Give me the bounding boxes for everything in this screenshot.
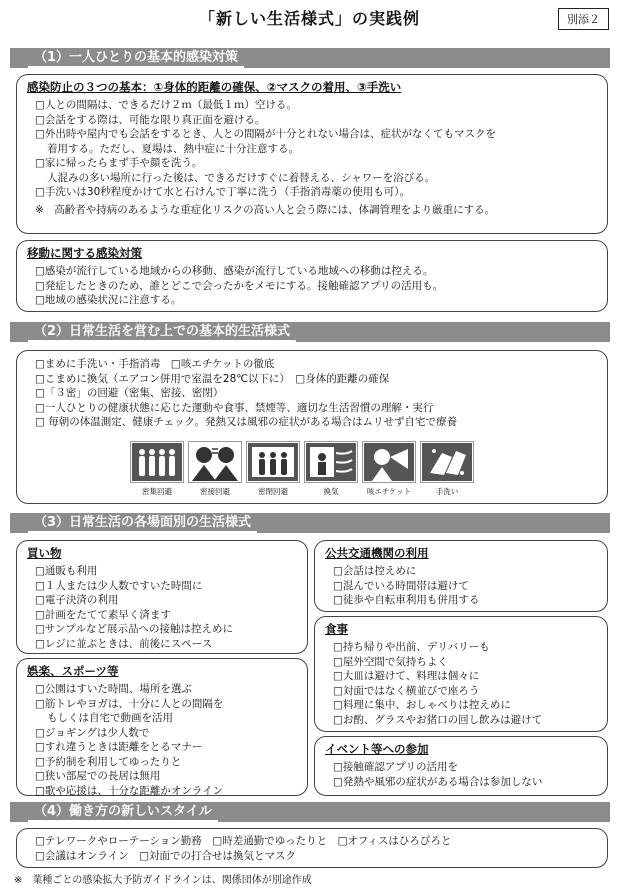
list-item: □こまめに換気（エアコン併用で室温を28℃以下に） □身体的距離の確保 <box>35 372 390 385</box>
pictogram-caption: 手洗い <box>435 487 459 496</box>
list-item: □サンプルなど展示品への接触は控えめに <box>35 623 233 635</box>
list-item: □筋トレやヨガは、十分に人との間隔を <box>35 697 224 710</box>
list-item: □通販も利用 <box>35 565 98 577</box>
list-item: □「３密」の回避（密集、密接、密閉） <box>35 387 224 399</box>
list-item: □持ち帰りや出前、デリバリーも <box>333 641 490 653</box>
pictogram-caption: 密接回避 <box>200 487 230 496</box>
basic-measures-heading: 感染防止の３つの基本：①身体的距離の確保、②マスクの着用、③手洗い <box>27 80 402 94</box>
transit-box <box>314 540 608 612</box>
footer-note: ※ 業種ごとの感染拡大予防ガイドラインは、関係団体が別途作成 <box>14 875 312 886</box>
events-box <box>314 736 608 796</box>
list-item: □１人または少人数ですいた時間に <box>35 579 203 592</box>
meals-heading: 食事 <box>325 622 348 636</box>
page-title: 「新しい生活様式」の実践例 <box>198 9 420 28</box>
list-item: □会議はオンライン □対面での打合せは換気とマスク <box>35 849 297 862</box>
movement-measures-box <box>16 240 608 312</box>
list-item: もしくは自宅で動画を活用 <box>47 712 173 724</box>
ventilation-icon <box>304 441 358 483</box>
list-item: □混んでいる時間帯は避けて <box>333 579 469 592</box>
list-item: □会話は控えめに <box>333 565 417 577</box>
handwashing-icon <box>420 441 474 483</box>
pictogram-closed-space <box>246 441 300 497</box>
events-heading: イベント等への参加 <box>325 742 429 756</box>
shopping-heading: 買い物 <box>27 546 62 560</box>
list-item: 着用する。ただし、夏場は、熱中症に十分注意する。 <box>47 142 299 155</box>
attachment-label: 別添２ <box>558 8 609 30</box>
list-item: □会話をする際は、可能な限り真正面を避ける。 <box>35 113 266 126</box>
section-3-title: （3）日常生活の各場面別の生活様式 <box>28 513 257 533</box>
list-item: 人混みの多い場所に行った後は、できるだけすぐに着替える、シャワーを浴びる。 <box>47 171 436 184</box>
work-style-box <box>16 828 608 868</box>
leisure-box <box>16 658 308 796</box>
list-item: □公園はすいた時間、場所を選ぶ <box>35 683 192 695</box>
section-4-title: （4）働き方の新しいスタイル <box>28 802 218 822</box>
list-item: □まめに手洗い・手指消毒 □咳エチケットの徹底 <box>35 358 275 370</box>
list-item: □大皿は避けて、料理は個々に <box>333 670 480 682</box>
pictogram-caption: 咳エチケット <box>366 487 412 496</box>
list-item: □接触確認アプリの活用を <box>333 761 459 773</box>
cough-etiquette-icon <box>362 441 416 483</box>
meals-box <box>314 616 608 732</box>
note-text: ※ 高齢者や持病のあるような重症化リスクの高い人と会う際には、体調管理をより厳重にする。 <box>35 203 496 216</box>
list-item: □対面ではなく横並びで座ろう <box>333 684 480 697</box>
list-item: □予約制を利用してゆったりと <box>35 755 182 768</box>
list-item: □徒歩や自転車利用も併用する <box>333 594 480 606</box>
basic-measures-box <box>16 74 608 234</box>
section-1-bar <box>10 48 610 68</box>
list-item: □計画をたてて素早く済ます <box>35 608 171 621</box>
list-item: □料理に集中、おしゃべりは控えめに <box>333 699 511 711</box>
list-item: □レジに並ぶときは、前後にスペース <box>35 637 213 650</box>
list-item: □歌や応援は、十分な距離かオンライン <box>35 784 224 797</box>
list-item: □外出時や屋内でも会話をするとき、人との間隔が十分とれない場合は、症状がなくてもマスクを <box>35 128 496 140</box>
pictogram-ventilation <box>304 441 358 497</box>
pictogram-caption: 密集回避 <box>142 487 172 496</box>
list-item: □すれ違うときは距離をとるマナー <box>35 741 203 753</box>
movement-measures-heading: 移動に関する感染対策 <box>27 246 142 260</box>
list-item: □家に帰ったらまず手や顔を洗う。 <box>35 157 203 169</box>
list-item: □感染が流行している地域からの移動、感染が流行している地域への移動は控える。 <box>35 265 434 277</box>
list-item: □お酌、グラスやお猪口の回し飲みは避けて <box>333 713 543 726</box>
list-item: □人との間隔は、できるだけ２ｍ（最低１ｍ）空ける。 <box>35 99 297 111</box>
list-item: □ジョギングは少人数で <box>35 726 150 739</box>
list-item: □発熱や風邪の症状がある場合は参加しない <box>333 775 543 788</box>
transit-heading: 公共交通機関の利用 <box>325 546 429 560</box>
pictogram-crowd <box>130 441 184 497</box>
pictogram-close-contact <box>188 441 242 497</box>
crowd-icon <box>130 441 184 483</box>
pictogram-caption: 密閉回避 <box>258 487 288 496</box>
section-2-title: （2）日常生活を営む上での基本的生活様式 <box>28 322 296 342</box>
pictogram-row <box>130 441 474 497</box>
section-3-bar <box>10 513 610 533</box>
leisure-heading: 娯楽、スポーツ等 <box>27 664 119 678</box>
list-item: □電子決済の利用 <box>35 594 119 606</box>
list-item: □屋外空間で気持ちよく <box>333 655 448 668</box>
list-item: □狭い部屋での長居は無用 <box>35 770 161 782</box>
close-contact-icon <box>188 441 242 483</box>
closed-space-icon <box>246 441 300 483</box>
shopping-box <box>16 540 308 654</box>
pictogram-cough-etiquette <box>362 441 416 497</box>
list-item: □ 毎朝の体温測定、健康チェック。発熱又は風邪の症状がある場合はムリせず自宅で療養 <box>35 416 458 428</box>
list-item: □テレワークやローテーション勤務 □時差通勤でゆったりと □オフィスはひろびろと <box>35 835 452 847</box>
section-2-bar <box>10 322 610 342</box>
pictogram-handwashing <box>420 441 474 497</box>
list-item: □一人ひとりの健康状態に応じた運動や食事、禁煙等、適切な生活習慣の理解・実行 <box>35 401 434 414</box>
pictogram-caption: 換気 <box>323 487 339 496</box>
section-1-title: （1）一人ひとりの基本的感染対策 <box>28 48 244 68</box>
list-item: □地域の感染状況に注意する。 <box>35 294 182 306</box>
list-item: □発症したときのため、誰とどこで会ったかをメモにする。接触確認アプリの活用も。 <box>35 279 444 292</box>
list-item: □手洗いは30秒程度かけて水と石けんで丁寧に洗う（手指消毒薬の使用も可）。 <box>35 186 411 198</box>
section-4-bar <box>10 802 610 822</box>
